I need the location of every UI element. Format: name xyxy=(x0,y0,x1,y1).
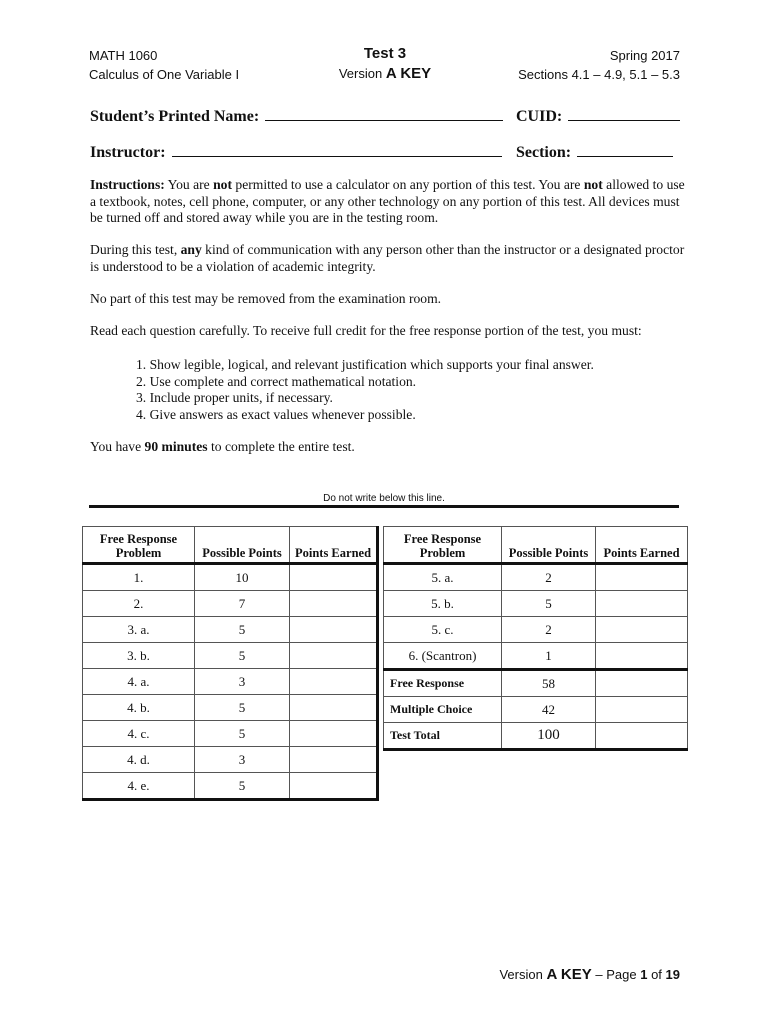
problem-cell: 1. xyxy=(83,564,195,591)
problem-cell: 2. xyxy=(83,591,195,617)
points-earned-cell[interactable] xyxy=(290,695,378,721)
possible-points-cell: 1 xyxy=(502,643,596,670)
version-letter: A xyxy=(385,65,397,82)
points-earned-cell[interactable] xyxy=(290,617,378,643)
section-field xyxy=(516,142,673,162)
table-row xyxy=(384,564,688,591)
problem-cell: 5. b. xyxy=(384,591,502,617)
requirement-item: 2. Use complete and correct mathematical notation. xyxy=(136,373,417,389)
points-earned-cell[interactable] xyxy=(290,564,378,591)
table-row xyxy=(384,643,688,670)
instructor-blank[interactable] xyxy=(172,142,502,157)
summary-label: Multiple Choice xyxy=(384,697,502,723)
requirements-list xyxy=(136,357,696,423)
score-table-left xyxy=(82,526,379,801)
problem-cell: 3. a. xyxy=(83,617,195,643)
points-earned-cell[interactable] xyxy=(290,643,378,669)
integrity-text-b: kind of communication with any person other than the instructor or a designated proctor is understood to be a violation of academic integrity. xyxy=(90,242,685,274)
time-text-a: You have xyxy=(90,439,145,454)
problem-cell: 4. a. xyxy=(83,669,195,695)
possible-points-cell: 2 xyxy=(502,617,596,643)
problem-cell: 4. c. xyxy=(83,721,195,747)
summary-row xyxy=(384,670,688,697)
footer-version-prefix: Version xyxy=(499,967,543,982)
table-row xyxy=(83,669,378,695)
footer-page-number: 1 xyxy=(640,967,648,982)
points-earned-cell[interactable] xyxy=(596,591,688,617)
possible-points-cell: 10 xyxy=(195,564,290,591)
col-header-possible: Possible Points xyxy=(502,527,596,564)
table-row xyxy=(83,617,378,643)
summary-earned-cell[interactable] xyxy=(596,723,688,750)
table-row xyxy=(83,643,378,669)
summary-label: Test Total xyxy=(384,723,502,750)
instr-not-2: not xyxy=(583,177,603,192)
possible-points-cell: 5 xyxy=(195,721,290,747)
table-row xyxy=(83,564,378,591)
course-title: Calculus of One Variable I xyxy=(89,67,240,82)
footer-total-pages: 19 xyxy=(665,967,680,982)
problem-cell: 6. (Scantron) xyxy=(384,643,502,670)
table-row xyxy=(384,591,688,617)
sections: Sections 4.1 – 4.9, 5.1 – 5.3 xyxy=(518,67,680,82)
possible-points-cell: 3 xyxy=(195,747,290,773)
summary-possible: 100 xyxy=(502,723,596,750)
instr-text-c: allowed to use a textbook, notes, cell phone, computer, or any other technology on any portion of this test. All devices must be turned off and stored away while you are in the testing room. xyxy=(90,177,685,225)
requirement-item: 1. Show legible, logical, and relevant justification which supports your final answer. xyxy=(136,357,594,372)
possible-points-cell: 5 xyxy=(502,591,596,617)
cuid-blank[interactable] xyxy=(568,106,680,121)
summary-row xyxy=(384,723,688,750)
instr-text-b: permitted to use a calculator on any portion of this test. You are xyxy=(232,177,584,192)
summary-possible: 42 xyxy=(502,697,596,723)
score-table-right xyxy=(383,526,688,751)
student-name-blank[interactable] xyxy=(265,106,503,121)
problem-cell: 4. d. xyxy=(83,747,195,773)
possible-points-cell: 5 xyxy=(195,773,290,800)
problem-cell: 4. e. xyxy=(83,773,195,800)
col-header-problem: Free Response Problem xyxy=(384,527,502,564)
points-earned-cell[interactable] xyxy=(290,747,378,773)
test-title: Test 3 xyxy=(363,45,407,62)
instr-not-1: not xyxy=(213,177,233,192)
possible-points-cell: 2 xyxy=(502,564,596,591)
read-carefully-paragraph: Read each question carefully. To receive full credit for the free response portion of the test, you must: xyxy=(90,323,642,338)
possible-points-cell: 5 xyxy=(195,643,290,669)
instructor-label: Instructor: xyxy=(90,144,166,161)
version-line xyxy=(300,64,470,83)
summary-possible: 58 xyxy=(502,670,596,697)
col-header-earned: Points Earned xyxy=(596,527,688,564)
cuid-field xyxy=(516,106,680,126)
header-right xyxy=(518,46,680,84)
possible-points-cell: 5 xyxy=(195,617,290,643)
do-not-write-notice: Do not write below this line. xyxy=(323,493,445,504)
col-header-possible: Possible Points xyxy=(195,527,290,564)
integrity-paragraph xyxy=(90,242,690,275)
table-row xyxy=(83,695,378,721)
summary-earned-cell[interactable] xyxy=(596,697,688,723)
student-name-label: Student’s Printed Name: xyxy=(90,108,260,125)
version-prefix: Version xyxy=(338,66,383,81)
points-earned-cell[interactable] xyxy=(290,591,378,617)
instructor-field xyxy=(90,142,502,162)
problem-cell: 5. c. xyxy=(384,617,502,643)
section-label: Section: xyxy=(516,144,572,161)
header-left xyxy=(89,46,239,84)
time-minutes: 90 minutes xyxy=(144,439,208,454)
course-code: MATH 1060 xyxy=(89,48,158,63)
points-earned-cell[interactable] xyxy=(596,564,688,591)
problem-cell: 5. a. xyxy=(384,564,502,591)
header-center xyxy=(300,44,470,83)
instr-text-a: You are xyxy=(164,177,214,192)
points-earned-cell[interactable] xyxy=(290,773,378,800)
summary-row xyxy=(384,697,688,723)
footer-version-key: KEY xyxy=(560,966,592,983)
problem-cell: 4. b. xyxy=(83,695,195,721)
cuid-label: CUID: xyxy=(516,108,563,125)
time-text-c: to complete the entire test. xyxy=(207,439,355,454)
summary-earned-cell[interactable] xyxy=(596,670,688,697)
possible-points-cell: 7 xyxy=(195,591,290,617)
requirement-item: 3. Include proper units, if necessary. xyxy=(136,390,333,405)
table-row xyxy=(83,721,378,747)
table-row xyxy=(384,617,688,643)
integrity-text-a: During this test, xyxy=(90,242,181,257)
table-row xyxy=(83,773,378,800)
table-row xyxy=(83,591,378,617)
term: Spring 2017 xyxy=(609,48,680,63)
instructions-paragraph xyxy=(90,177,690,227)
points-earned-cell[interactable] xyxy=(290,721,378,747)
page-footer xyxy=(499,966,680,983)
footer-version-letter: A xyxy=(546,966,558,983)
points-earned-cell[interactable] xyxy=(596,617,688,643)
time-paragraph xyxy=(90,439,690,456)
section-blank[interactable] xyxy=(577,142,673,157)
footer-page-prefix: – Page xyxy=(595,967,637,982)
divider-line xyxy=(89,505,679,508)
requirement-item: 4. Give answers as exact values whenever possible. xyxy=(136,406,416,422)
student-name-field xyxy=(90,106,503,126)
problem-cell: 3. b. xyxy=(83,643,195,669)
possible-points-cell: 3 xyxy=(195,669,290,695)
removal-paragraph: No part of this test may be removed from the examination room. xyxy=(90,291,442,306)
summary-label: Free Response xyxy=(384,670,502,697)
points-earned-cell[interactable] xyxy=(290,669,378,695)
integrity-any: any xyxy=(180,242,202,257)
table-row xyxy=(83,747,378,773)
footer-of: of xyxy=(651,967,662,982)
col-header-earned: Points Earned xyxy=(290,527,378,564)
version-key: KEY xyxy=(400,65,432,82)
col-header-problem: Free Response Problem xyxy=(83,527,195,564)
instructions-lead: Instructions: xyxy=(90,177,165,192)
points-earned-cell[interactable] xyxy=(596,643,688,670)
possible-points-cell: 5 xyxy=(195,695,290,721)
